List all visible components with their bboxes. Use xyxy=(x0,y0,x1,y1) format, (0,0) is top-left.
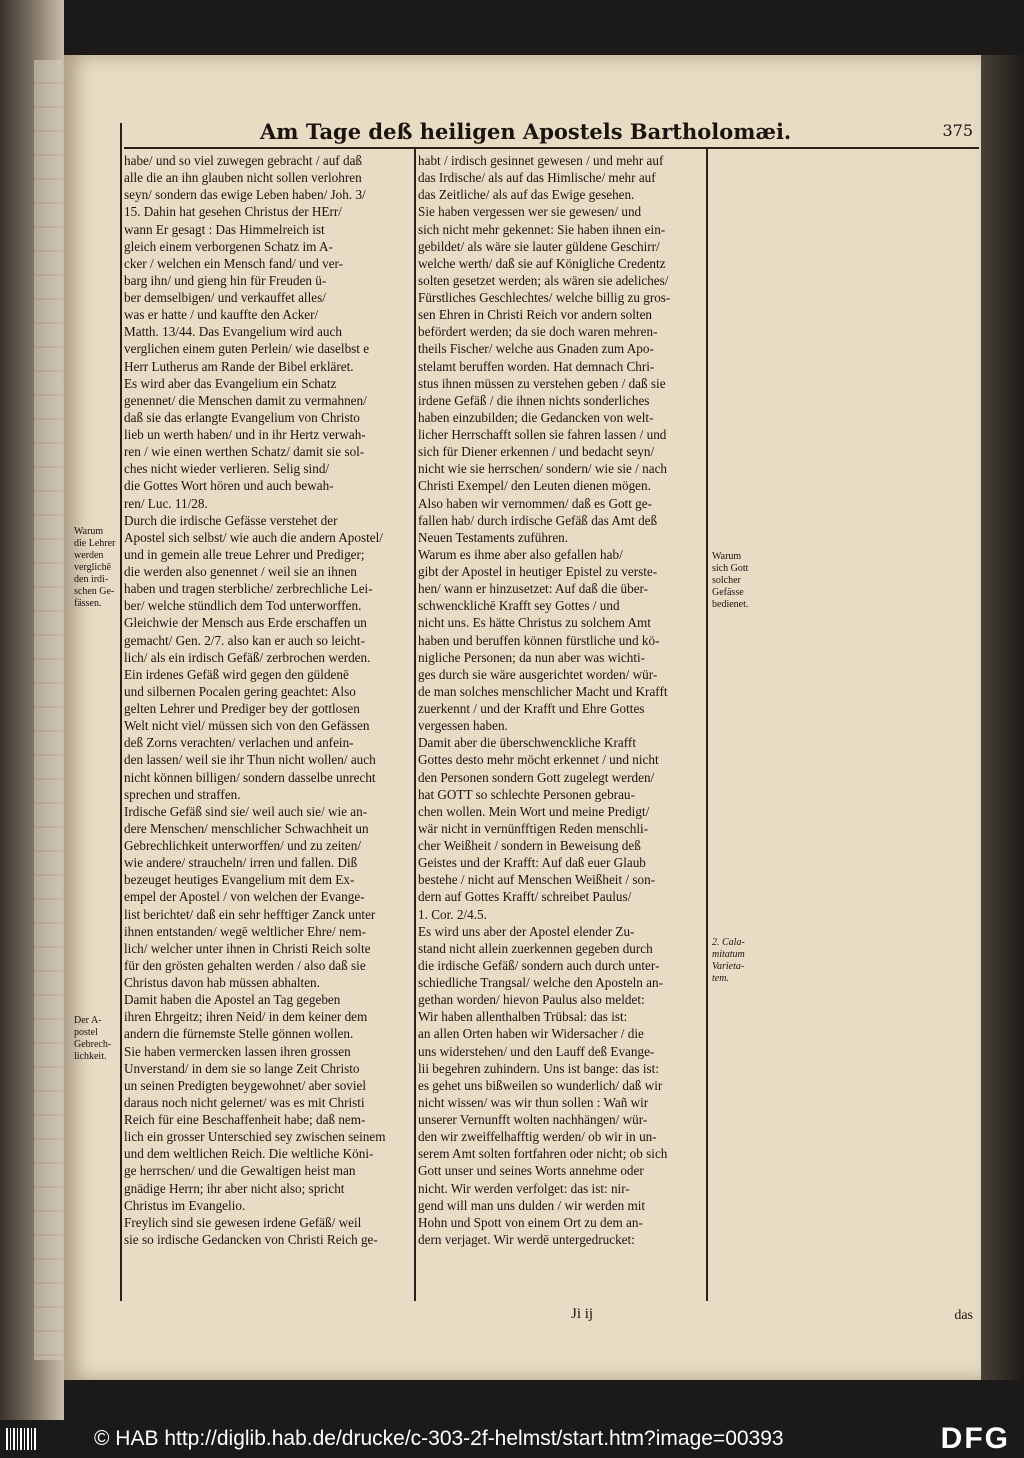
text-line: Reich für eine Beschaffenheit habe; daß nem- xyxy=(124,1112,366,1127)
text-line: dern verjaget. Wir werdē untergedrucket: xyxy=(418,1231,635,1247)
text-line: dere Menschen/ menschlicher Schwachheit un xyxy=(124,820,369,836)
text-line: solten gesetzet werden; als wären sie adeliches/ xyxy=(418,272,669,288)
text-line: licher Herrschafft sollen sie fahren lassen / und xyxy=(418,427,667,442)
text-line: nigliche Personen; da nun aber was wichti- xyxy=(418,649,646,665)
text-line: vergessen haben. xyxy=(418,718,508,734)
text-line: Gebrechlichkeit unterworffen/ und zu zeiten/ xyxy=(124,838,362,853)
text-line: deß Zorns verachten/ verlachen und anfein- xyxy=(124,735,354,751)
text-line: lich/ als ein irdisch Gefäß/ zerbrochen werden. xyxy=(124,649,371,665)
left-margin-rule xyxy=(120,123,122,1301)
text-line: nicht können billigen/ sondern dasselbe unrecht xyxy=(124,769,376,785)
margin-line: sich Gott xyxy=(712,563,749,574)
margin-note-why-god xyxy=(712,551,748,611)
text-line: ges durch sie wäre ausgerichtet worden/ wür- xyxy=(418,666,658,682)
text-line: nicht. Wir werden verfolget: das ist: nir- xyxy=(418,1180,630,1196)
margin-line: Warum xyxy=(74,526,104,537)
barcode-icon xyxy=(6,1428,36,1450)
text-line: daraus noch nicht gelernet/ was es mit Christi xyxy=(124,1094,365,1110)
left-text-column xyxy=(124,152,412,1292)
text-line: dern auf Gottes Krafft/ schreibet Paulus/ xyxy=(418,889,632,905)
text-line: empel der Apostel / von welchen der Evange- xyxy=(124,889,365,905)
text-line: sie so irdische Gedancken von Christi Reich ge- xyxy=(124,1231,378,1247)
text-line: welche werth/ daß sie auf Königliche Credentz xyxy=(418,255,666,271)
text-line: Fürstliches Geschlechtes/ welche billig zu gros- xyxy=(418,290,671,305)
text-line: genennet/ die Menschen damit zu vermahnen/ xyxy=(124,392,367,408)
text-line: zuerkennt / und der Krafft und Ehre Gottes xyxy=(418,701,645,716)
text-line: haben und beruffen können fürstliche und kö- xyxy=(418,632,660,648)
margin-line: schen Ge- xyxy=(74,586,115,597)
text-line: Christi Exempel/ den Leuten dienen mögen. xyxy=(418,478,651,494)
text-line: gelten Lehrer und Prediger bey der gottlosen xyxy=(124,701,360,716)
text-line: verglichen einem guten Perlein/ wie daselbst e xyxy=(124,341,370,357)
text-line: Gleichwie der Mensch aus Erde erschaffen un xyxy=(124,615,367,631)
margin-line: mitatum xyxy=(712,949,745,960)
margin-line: den irdi- xyxy=(74,574,109,585)
margin-line: bedienet. xyxy=(712,599,749,610)
text-line: die Gottes Wort hören und auch bewah- xyxy=(124,478,334,494)
text-line: daß sie das erlangte Evangelium von Christo xyxy=(124,409,360,425)
margin-line: verglichē xyxy=(74,562,112,573)
text-line: gemacht/ Gen. 2/7. also kan er auch so leicht- xyxy=(124,632,365,648)
text-line: gebildet/ als wäre sie lauter güldene Geschirr/ xyxy=(418,238,660,254)
signature-mark: Ji ij xyxy=(571,1306,594,1322)
text-line: sen Ehren in Christi Reich vor andern solten xyxy=(418,307,653,323)
right-text-column xyxy=(418,152,704,1292)
text-line: Geistes und der Krafft: Auf daß euer Glaub xyxy=(418,855,646,871)
text-line: lieb un werth haben/ und in ihr Hertz verwah- xyxy=(124,427,366,442)
text-line: Sie haben vergessen wer sie gewesen/ und xyxy=(418,204,642,220)
text-line: gethan worden/ hievon Paulus also meldet: xyxy=(418,992,645,1008)
text-line: das Irdische/ als auf das Himlische/ mehr auf xyxy=(418,170,656,186)
text-line: bestehe / nicht auf Menschen Weißheit / son- xyxy=(418,872,656,888)
text-line: den Personen sondern Gott zugelegt werden/ xyxy=(418,769,655,785)
text-line: und in gemein alle treue Lehrer und Prediger; xyxy=(124,546,365,562)
text-line: de man solches menschlicher Macht und Krafft xyxy=(418,683,668,699)
column-divider xyxy=(414,147,416,1301)
margin-line: Warum xyxy=(712,551,742,562)
text-line: für den grösten gehalten werden / also daß sie xyxy=(124,957,366,973)
margin-line: Gefässe xyxy=(712,587,744,598)
text-line: alle die an ihn glauben nicht sollen verlohren xyxy=(124,170,362,186)
text-line: Damit aber die überschwenckliche Krafft xyxy=(418,735,636,751)
text-line: schwencklichē Krafft sey Gottes / und xyxy=(418,598,620,614)
page-header xyxy=(124,119,979,149)
text-line: den wir zweiffelhafftig werden/ ob wir in un- xyxy=(418,1129,657,1145)
text-line: und silbernen Pocalen gering geachtet: Also xyxy=(124,683,356,699)
margin-note-why-vessels xyxy=(74,526,115,610)
text-line: nicht wie sie herrschen/ sondern/ wie sie / nach xyxy=(418,461,668,477)
margin-line: Gebrech- xyxy=(74,1039,112,1050)
text-line: chen wollen. Mein Wort und meine Predigt/ xyxy=(418,803,650,819)
text-line: ches nicht wieder verlieren. Selig sind/ xyxy=(124,461,330,477)
text-line: barg ihn/ und gieng hin für Freuden ü- xyxy=(124,272,327,288)
text-line: bezeuget heutiges Evangelium mit dem Ex- xyxy=(124,872,355,888)
margin-line: Der A- xyxy=(74,1015,102,1026)
text-line: habt / irdisch gesinnet gewesen / und mehr auf xyxy=(418,153,664,168)
text-line: Also haben wir vernommen/ daß es Gott ge- xyxy=(418,495,653,511)
text-line: Warum es ihme aber also gefallen hab/ xyxy=(418,546,623,562)
text-line: cher Weißheit / sondern in Beweisung deß xyxy=(418,838,641,853)
text-line: Wir haben allenthalben Trübsal: das ist: xyxy=(418,1009,628,1025)
text-line: Es wird uns aber der Apostel elender Zu- xyxy=(418,923,635,939)
right-margin-rule xyxy=(706,147,708,1301)
margin-note-calamitatum xyxy=(712,937,745,985)
catchword: das xyxy=(954,1308,973,1323)
text-line: hen/ wann er hinzusetzet: Auf daß die über- xyxy=(418,581,649,597)
margin-line: die Lehrer xyxy=(74,538,116,549)
text-line: theils Fischer/ welche aus Gnaden zum Apo- xyxy=(418,341,654,357)
text-line: die irdische Gefäß/ sondern auch durch unter- xyxy=(418,957,660,973)
text-line: nicht wissen/ was wir thun sollen : Wañ wir xyxy=(418,1094,649,1110)
text-line: wie andere/ straucheln/ irren und fallen. Diß xyxy=(124,855,358,871)
text-line: hat GOTT so schlechte Personen gebrau- xyxy=(418,786,635,802)
text-line: gend will man uns dulden / wir werden mit xyxy=(418,1197,646,1213)
text-line: den lassen/ weil sie ihr Thun nicht wollen/ auch xyxy=(124,752,376,768)
text-line: sich nicht mehr gekennet: Sie haben ihnen ein- xyxy=(418,221,666,237)
text-line: Freylich sind sie gewesen irdene Gefäß/ weil xyxy=(124,1214,362,1230)
text-line: lii begehren zuhindern. Uns ist bange: das ist: xyxy=(418,1060,659,1076)
text-line: die werden also genennet / weil sie an ihnen xyxy=(124,564,357,579)
text-line: uns widerstehen/ und den Lauff deß Evange- xyxy=(418,1043,655,1059)
text-line: sprechen und straffen. xyxy=(124,786,241,802)
adjacent-page-edge xyxy=(0,0,64,1420)
text-line: 1. Cor. 2/4.5. xyxy=(418,906,487,922)
page-footer xyxy=(124,1306,979,1330)
book-page xyxy=(64,55,981,1380)
text-line: Christus im Evangelio. xyxy=(124,1197,246,1213)
margin-line: postel xyxy=(74,1027,98,1038)
text-line: das Zeitliche/ als auf das Ewige gesehen. xyxy=(418,187,635,203)
text-line: Welt nicht viel/ müssen sich von den Gefässen xyxy=(124,718,370,734)
margin-line: 2. Cala- xyxy=(712,937,745,948)
text-line: schiedliche Trangsal/ welche den Aposteln an- xyxy=(418,975,664,990)
text-line: Herr Lutherus am Rande der Bibel erkläret. xyxy=(124,358,354,374)
page-number: 375 xyxy=(942,121,973,140)
text-line: ber/ welche stündlich dem Tod unterworffen. xyxy=(124,598,362,614)
text-line: haben einzubilden; die Gedancken von welt- xyxy=(418,409,654,425)
text-line: stand nicht allein zuerkennen gegeben durch xyxy=(418,940,653,956)
text-line: lich/ welcher unter ihnen in Christi Reich solte xyxy=(124,940,371,956)
text-line: seyn/ sondern das ewige Leben haben/ Joh. 3/ xyxy=(124,187,366,203)
book-cover-edge xyxy=(981,55,1024,1380)
text-line: Damit haben die Apostel an Tag gegeben xyxy=(124,992,341,1008)
running-title: Am Tage deß heiligen Apostels Bartholomæi. xyxy=(260,119,792,144)
text-line: cker / welchen ein Mensch fand/ und ver- xyxy=(124,255,344,271)
text-line: haben und tragen sterbliche/ zerbrechliche Lei- xyxy=(124,581,373,597)
text-line: Gott unser und seines Worts annehme oder xyxy=(418,1163,644,1179)
text-line: Ein irdenes Gefäß wird gegen den güldenē xyxy=(124,666,349,682)
source-link[interactable]: © HAB http://diglib.hab.de/drucke/c-303-2f-helmst/start.htm?image=00393 xyxy=(94,1427,784,1450)
margin-line: werden xyxy=(74,550,104,561)
text-line: befördert werden; da sie doch waren mehren- xyxy=(418,324,658,340)
text-line: wann Er gesagt : Das Himmelreich ist xyxy=(124,221,325,237)
text-line: Durch die irdische Gefässe verstehet der xyxy=(124,512,338,528)
text-line: ihnen entstanden/ wegē weltlicher Ehre/ nem- xyxy=(124,923,367,939)
text-line: habe/ und so viel zuwegen gebracht / auf daß xyxy=(124,153,363,168)
text-line: es gehet uns bißweilen so wunderlich/ daß wir xyxy=(418,1077,663,1093)
text-line: ren / wie einen werthen Schatz/ damit sie sol- xyxy=(124,444,365,460)
text-line: sich für Diener erkennen / und bedacht seyn/ xyxy=(418,444,655,460)
text-line: un seinen Predigten beygewohnet/ aber soviel xyxy=(124,1077,367,1093)
text-line: ihren Ehrgeitz; ihren Neid/ in dem keiner dem xyxy=(124,1009,368,1025)
text-line: Irdische Gefäß sind sie/ weil auch sie/ wie an- xyxy=(124,803,368,819)
text-line: Sie haben vermercken lassen ihren grossen xyxy=(124,1043,351,1059)
text-line: Matth. 13/44. Das Evangelium wird auch xyxy=(124,324,342,340)
text-line: gnädige Herrn; ihr aber nicht also; spricht xyxy=(124,1180,345,1196)
text-line: Unverstand/ in dem sie so lange Zeit Christo xyxy=(124,1060,360,1076)
text-line: wär nicht in vernünfftigen Reden menschli- xyxy=(418,820,649,836)
margin-note-apostle-frailty xyxy=(74,1015,111,1063)
page-stack xyxy=(34,60,62,1360)
text-line: ge herrschen/ und die Gewaltigen heist man xyxy=(124,1163,356,1179)
text-line: Gottes desto mehr möcht erkennet / und nicht xyxy=(418,752,659,768)
text-line: 15. Dahin hat gesehen Christus der HErr/ xyxy=(124,204,342,220)
text-line: andern die fürnemste Stelle gönnen wollen. xyxy=(124,1026,354,1042)
text-line: fallen hab/ durch irdische Gefäß das Amt deß xyxy=(418,512,658,528)
margin-line: fässen. xyxy=(74,598,102,609)
text-line: ber demselbigen/ und verkauffet alles/ xyxy=(124,290,326,305)
text-line: lich ein grosser Unterschied sey zwischen seinem xyxy=(124,1129,386,1145)
text-line: gleich einem verborgenen Schatz im A- xyxy=(124,238,333,254)
text-line: ren/ Luc. 11/28. xyxy=(124,495,208,511)
text-line: Neuen Testaments zuführen. xyxy=(418,529,569,545)
text-line: irdene Gefäß / die ihnen nichts sonderliches xyxy=(418,392,650,408)
text-line: stus ihnen müssen zu verstehen geben / daß sie xyxy=(418,375,666,391)
text-line: Apostel sich selbst/ wie auch die andern Apostel/ xyxy=(124,529,383,545)
text-line: und dem weltlichen Reich. Die weltliche Köni- xyxy=(124,1146,374,1162)
text-line: list berichtet/ daß ein sehr hefftiger Zanck unter xyxy=(124,906,376,922)
text-line: nicht uns. Es hätte Christus zu solchem Amt xyxy=(418,615,651,631)
text-line: stelamt beruffen worden. Hat demnach Chri- xyxy=(418,358,655,374)
margin-line: Varieta- xyxy=(712,961,745,972)
margin-line: solcher xyxy=(712,575,741,586)
text-line: Christus davon hab müssen abhalten. xyxy=(124,975,320,990)
margin-line: lichkeit. xyxy=(74,1051,107,1062)
margin-line: tem. xyxy=(712,973,729,984)
credit-bar xyxy=(0,1420,1024,1458)
text-line: Hohn und Spott von einem Ort zu dem an- xyxy=(418,1214,643,1230)
text-line: serem Amt solten fortfahren oder nicht; ob sich xyxy=(418,1146,668,1162)
text-line: an allen Orten haben wir Widersacher / die xyxy=(418,1026,644,1042)
text-line: Es wird aber das Evangelium ein Schatz xyxy=(124,375,337,391)
text-line: was er hatte / und kauffte den Acker/ xyxy=(124,307,319,323)
dfg-logo: DFG xyxy=(940,1422,1010,1455)
text-line: unserer Vernunfft wolten nachhängen/ wür- xyxy=(418,1112,648,1127)
text-line: gibt der Apostel in heutiger Epistel zu verste- xyxy=(418,564,658,579)
